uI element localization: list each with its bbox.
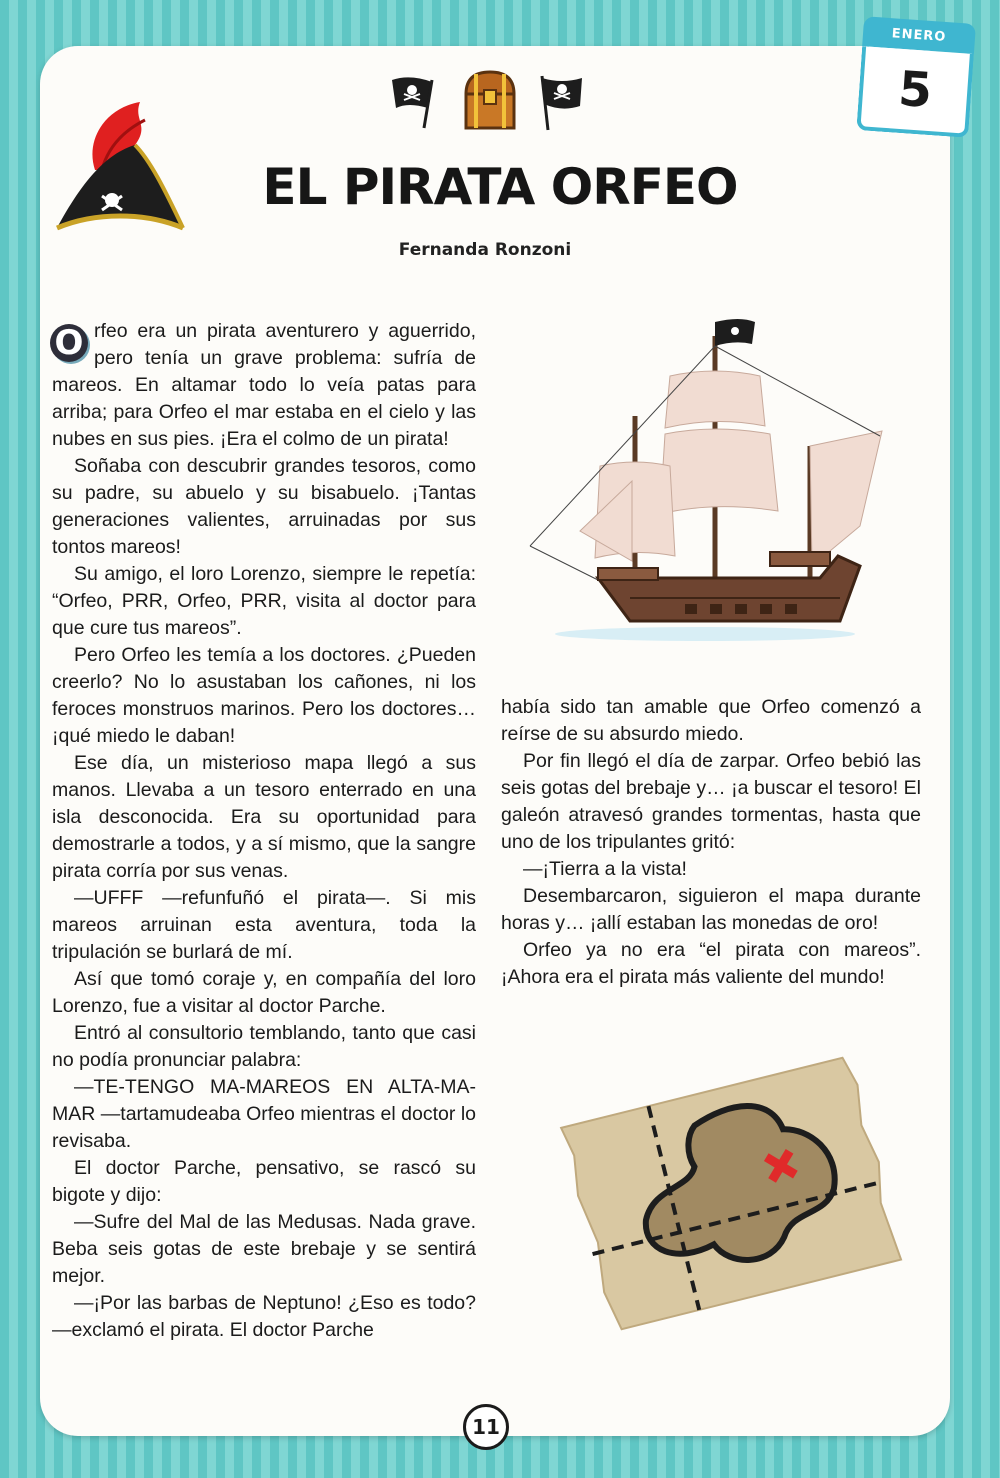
paragraph: Ese día, un misterioso mapa llegó a sus manos. Llevaba a un tesoro enterrado en una isla desconocida. Era su oportunidad para demostrarle a todos, y a sí mismo, que la sangre pirata corría por sus venas. (52, 752, 476, 882)
paragraph: —UFFF —refunfuñó el pirata—. Si mis mareos arruinan esta aventura, toda la tripulación se burlará de mí. (52, 887, 476, 963)
paragraph: —TE-TENGO MA-MAREOS EN ALTA-MA-MAR —tartamudeaba Orfeo mientras el doctor lo revisaba. (52, 1076, 476, 1152)
calendar-day: 5 (856, 46, 974, 138)
paragraph: —¡Por las barbas de Neptuno! ¿Eso es todo? —exclamó el pirata. El doctor Parche (52, 1292, 476, 1341)
pirate-flag-icon (534, 74, 586, 132)
paragraph: Entró al consultorio temblando, tanto que casi no podía pronunciar palabra: (52, 1022, 476, 1071)
pirate-ship-illustration (520, 316, 890, 646)
story-column-left (52, 318, 476, 1344)
calendar-badge (856, 16, 976, 142)
paragraph: Por fin llegó el día de zarpar. Orfeo bebió las seis gotas del brebaje y… ¡a buscar el tesoro! El galeón atravesó grandes tormentas, hasta que uno de los tripulantes gritó: (501, 750, 921, 853)
story-title: EL PIRATA ORFEO (262, 158, 738, 216)
story-author: Fernanda Ronzoni (398, 240, 572, 260)
paragraph: Soñaba con descubrir grandes tesoros, como su padre, su abuelo y su bisabuelo. ¡Tantas generaciones valientes, arruinadas por sus tontos mareos! (52, 455, 476, 558)
calendar-month: ENERO (862, 16, 976, 54)
paragraph: Desembarcaron, siguieron el mapa durante horas y… ¡allí estaban las monedas de oro! (501, 885, 921, 934)
paragraph: Orfeo ya no era “el pirata con mareos”. ¡Ahora era el pirata más valiente del mundo! (501, 939, 921, 988)
paragraph: —¡Tierra a la vista! (523, 858, 687, 880)
paragraph: O rfeo era un pirata aventurero y aguerrido, pero tenía un grave problema: sufría de mareos. En altamar todo lo veía patas para arriba; para Orfeo el mar estaba en el cielo y las nubes en sus pies. ¡Era el colmo de un pirata! (52, 320, 476, 450)
paragraph: Su amigo, el loro Lorenzo, siempre le repetía: “Orfeo, PRR, Orfeo, PRR, visita al doctor para que cure tus mareos”. (52, 563, 476, 639)
treasure-map-illustration (562, 1048, 907, 1338)
treasure-chest-icon (460, 68, 520, 134)
story-column-right (501, 694, 921, 991)
paragraph: Así que tomó coraje y, en compañía del loro Lorenzo, fue a visitar al doctor Parche. (52, 968, 476, 1017)
paragraph: —Sufre del Mal de las Medusas. Nada grave. Beba seis gotas de este brebaje y se sentirá mejor. (52, 1211, 476, 1287)
dropcap: O (50, 324, 88, 362)
pirate-flag-icon (388, 72, 438, 130)
paragraph: Pero Orfeo les temía a los doctores. ¿Pueden creerlo? No lo asustaban los cañones, ni los feroces monstruos marinos. Pero los doctores… ¡qué miedo le daban! (52, 644, 476, 747)
page-number: 11 (463, 1404, 509, 1450)
paragraph: había sido tan amable que Orfeo comenzó a reírse de su absurdo miedo. (501, 696, 921, 745)
paragraph: El doctor Parche, pensativo, se rascó su bigote y dijo: (52, 1157, 476, 1206)
